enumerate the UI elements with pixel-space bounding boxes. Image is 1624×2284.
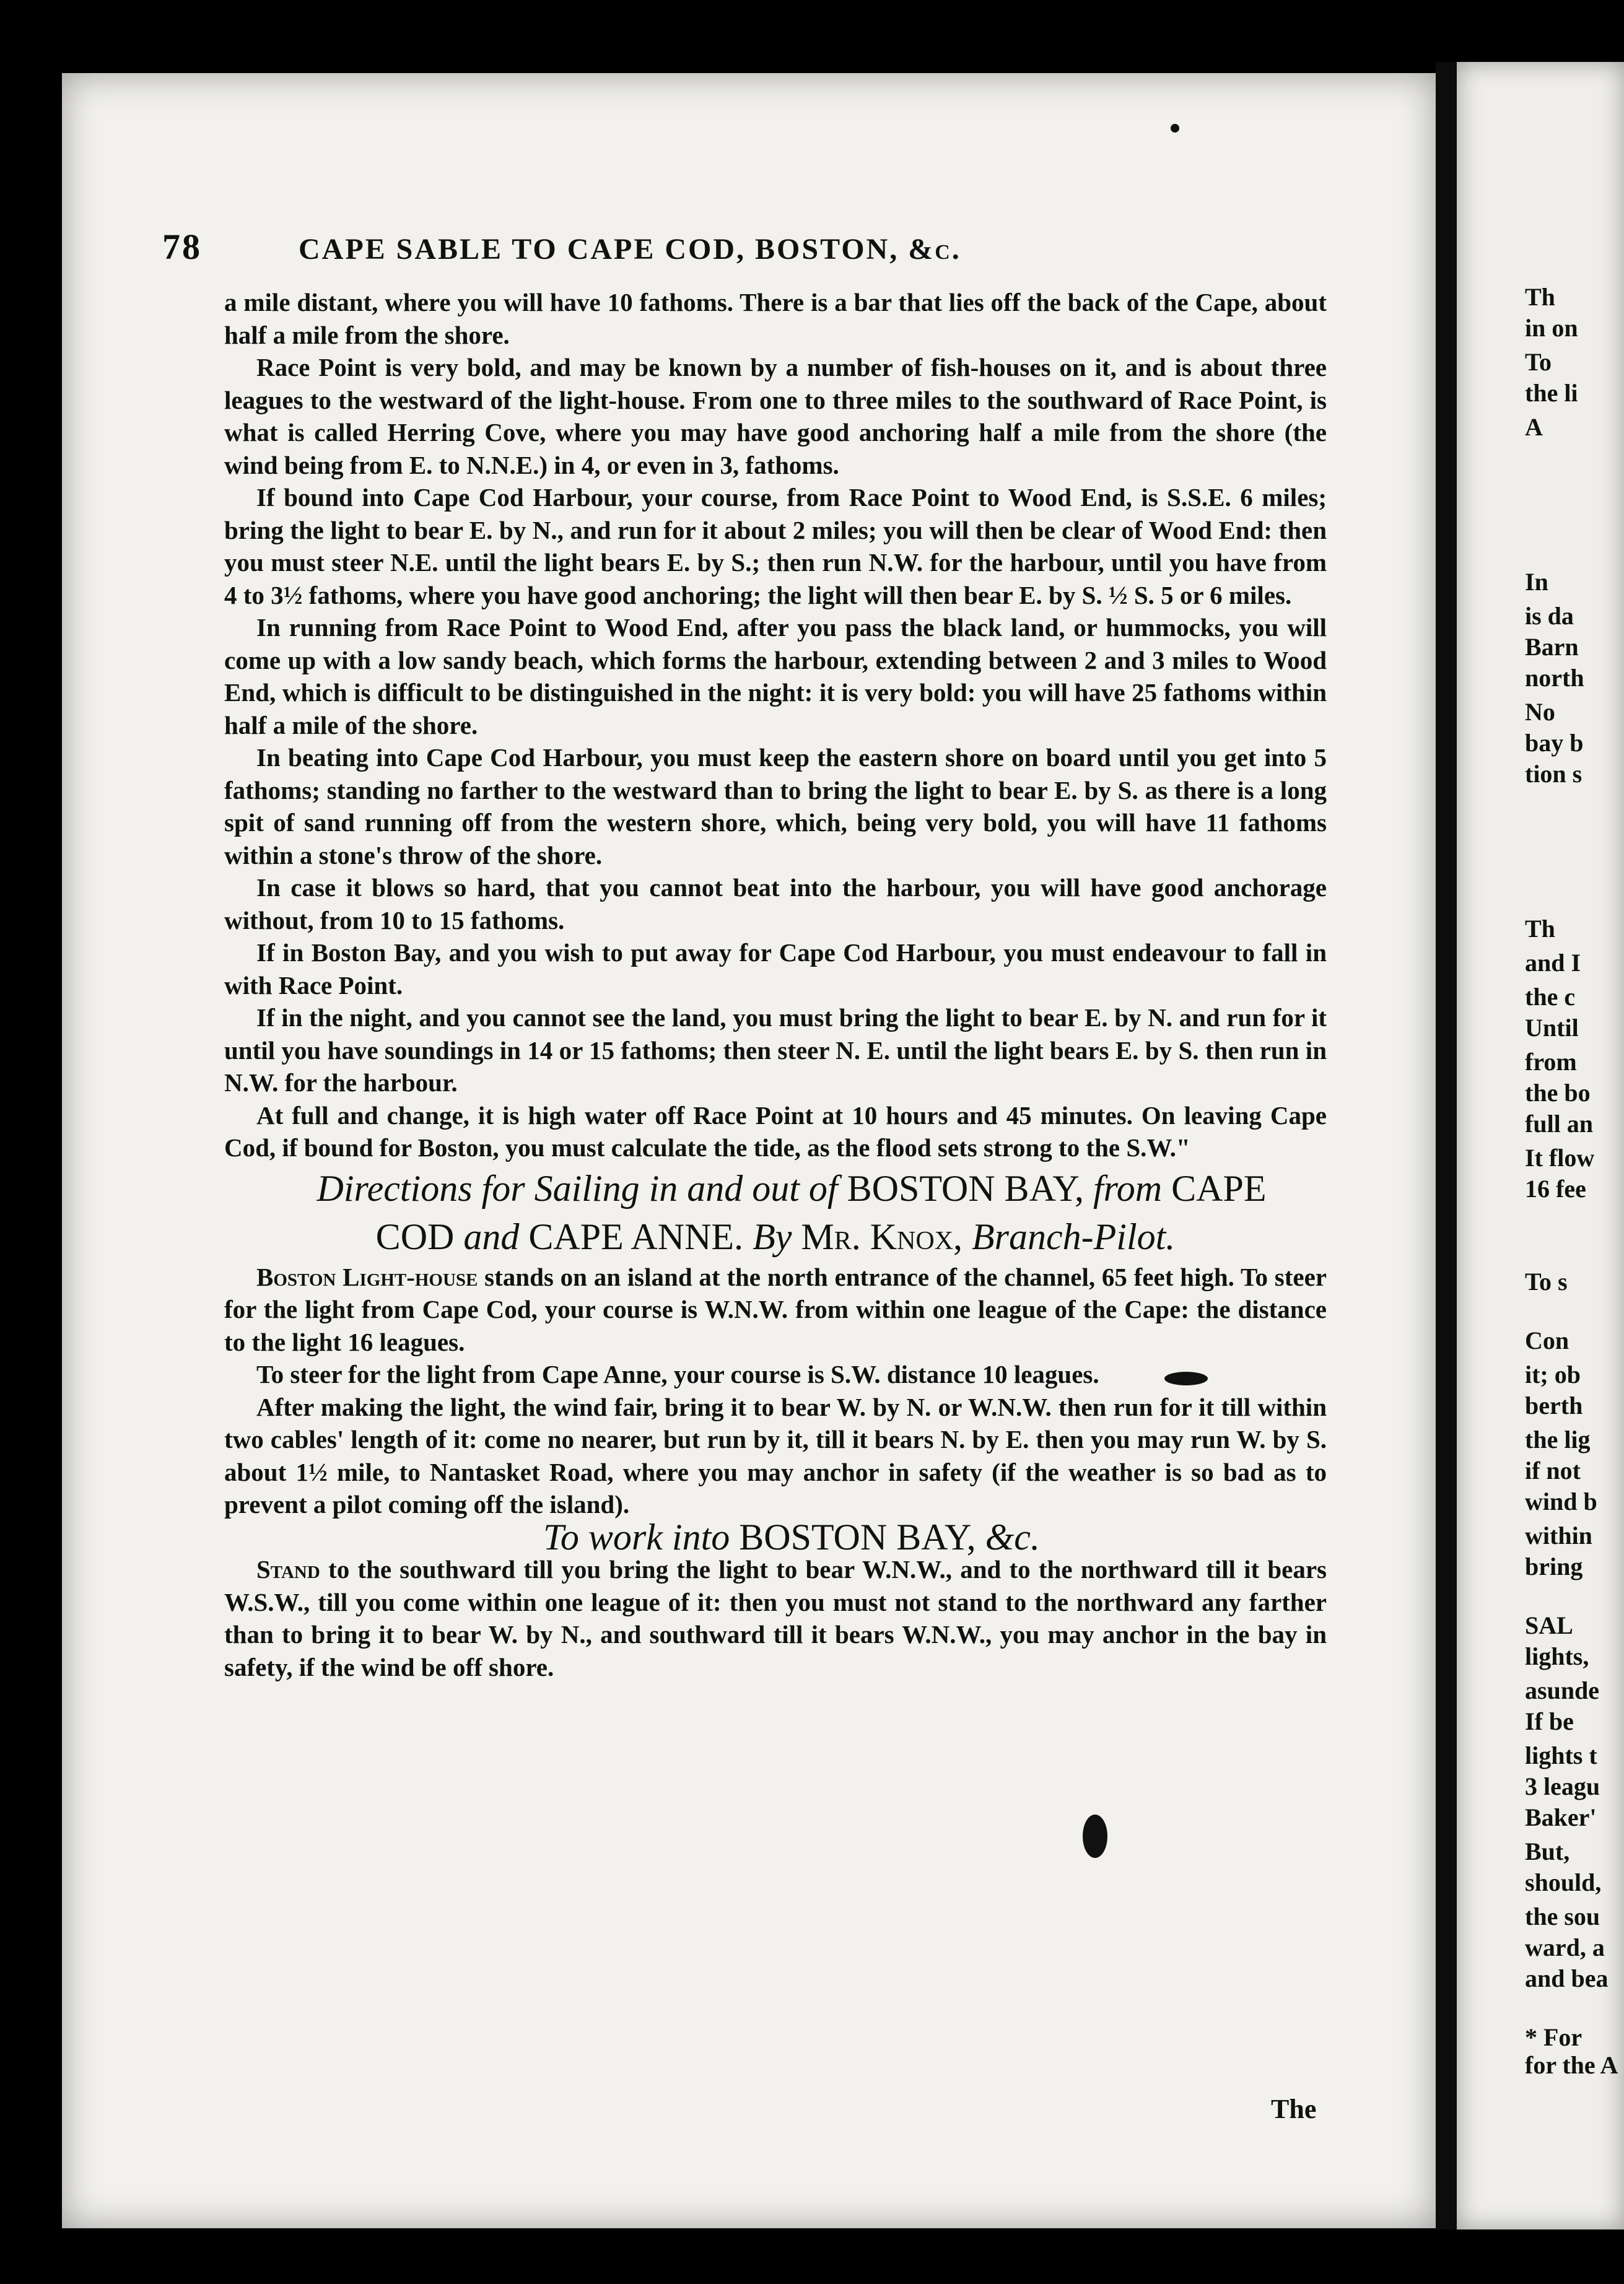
paragraph: If bound into Cape Cod Harbour, your course, from Race Point to Wood End, is S.S.E. 6 miles; bring the light to bear E. by N., and run for it about 2 miles; you will then be clear of Wood End: then you must steer N.E. until the light bears E. by S.; then run N.W. for the harbour, until you have from 4 to 3½ fathoms, where you have good anchoring; the light will then bear E. by S. ½ S. 5 or 6 miles. — [224, 483, 1327, 609]
right-page-fragment: Con — [1525, 1327, 1569, 1354]
right-page-fragment: the li — [1525, 379, 1578, 407]
right-page-fragment: Baker' — [1525, 1803, 1597, 1831]
paragraph: At full and change, it is high water off Race Point at 10 hours and 45 minutes. On leaving Cape Cod, if bound for Boston, you must calculate the tide, as the flood sets strong to the S.W." — [224, 1101, 1327, 1162]
paragraph-rest: to the southward till you bring the light to bear W.N.W., and to the northward till it bears W.S.W., till you come within one league of it: then you must not stand to the northward any farther than to bring it to bear W. by N., and southward till it bears W.N.W., you may anchor in the bay in safety, if the wind be off shore. — [224, 1555, 1327, 1681]
right-page-fragment: To — [1525, 348, 1552, 376]
right-page-fragment: in on — [1525, 314, 1578, 342]
right-page-fragment: the sou — [1525, 1903, 1600, 1930]
title-part: from — [1093, 1167, 1163, 1209]
right-page-fragment: Th — [1525, 915, 1555, 943]
right-page-fragment: lights t — [1525, 1741, 1597, 1769]
paragraph: To steer for the light from Cape Anne, your course is S.W. distance 10 leagues. — [256, 1360, 1099, 1388]
main-text — [224, 286, 1327, 1683]
right-page-fragment: tion s — [1525, 760, 1583, 788]
paragraph — [224, 1553, 1327, 1683]
paragraph: In case it blows so hard, that you cannot beat into the harbour, you will have good anchorage without, from 10 to 15 fathoms. — [224, 873, 1327, 935]
right-page-fragment: ward, a — [1525, 1933, 1605, 1961]
title-part: CAPE ANNE. — [528, 1216, 744, 1257]
right-page-fragment: No — [1525, 698, 1555, 726]
subtitle-part: BOSTON BAY, — [739, 1516, 976, 1558]
right-page-fragment: for the A — [1525, 2051, 1618, 2079]
right-page-fragment: the lig — [1525, 1426, 1591, 1454]
paragraph: After making the light, the wind fair, bring it to bear W. by N. or W.N.W. then run for it till within two cables' length of it: come no nearer, but run by it, till it bears N. by E. then you may run W. by S. about 1½ mile, to Nantasket Road, where you may anchor in safety (if the weather is so bad as to prevent a pilot coming off the island). — [224, 1392, 1327, 1519]
paragraph: a mile distant, where you will have 10 fathoms. There is a bar that lies off the back of the Cape, about half a mile from the shore. — [224, 288, 1327, 349]
running-head: CAPE SABLE TO CAPE COD, BOSTON, &c. — [299, 233, 961, 266]
right-page-fragment: within — [1525, 1522, 1592, 1550]
paragraph-rest: stands on an island at the north entrance of the channel, 65 feet high. To steer for the light from Cape Cod, your course is W.N.W. from within one league of the Cape: the distance to the light 16 leagues. — [224, 1262, 1327, 1356]
right-page-fragment: * For — [1525, 2023, 1583, 2051]
title-part: Mr. Knox, — [801, 1216, 963, 1257]
page-number: 78 — [162, 227, 202, 267]
right-page-fragment: It flow — [1525, 1144, 1595, 1172]
paragraph: In beating into Cape Cod Harbour, you must keep the eastern shore on board until you get into 5 fathoms; standing no farther to the westward than to bring the light to bear E. by S. as there is a long spit of sand running off from the western shore, which, being very bold, you will have 11 fathoms within a stone's throw of the shore. — [224, 743, 1327, 870]
right-page-fragment: asunde — [1525, 1676, 1600, 1704]
paragraph: Race Point is very bold, and may be known by a number of fish-houses on it, and is about three leagues to the westward of the light-house. From one to three miles to the southward of Race Point, is what is called Herring Cove, where you may have good anchoring half a mile from the shore (the wind being from E. to N.N.E.) in 4, or even in 3, fathoms. — [224, 353, 1327, 479]
sub-title — [224, 1516, 1327, 1558]
right-page-fragment: and bea — [1525, 1964, 1609, 1992]
paragraph: In running from Race Point to Wood End, after you pass the black land, or hummocks, you will come up with a low sandy beach, which forms the harbour, extending between 2 and 3 miles to Wood End, which is difficult to be distinguished in the night: it is very bold: you will have 25 fathoms within half a mile of the shore. — [224, 613, 1327, 739]
paragraph: If in Boston Bay, and you wish to put away for Cape Cod Harbour, you must endeavour to fall in with Race Point. — [224, 938, 1327, 1000]
catchword: The — [1271, 2094, 1317, 2124]
right-page-fragment: To s — [1525, 1268, 1568, 1296]
book-gutter — [1436, 62, 1457, 2230]
right-page-fragment: from — [1525, 1048, 1577, 1076]
right-page-fragment: if not — [1525, 1457, 1581, 1484]
right-page-fragment: berth — [1525, 1392, 1583, 1419]
right-page-fragment: Barn — [1525, 633, 1579, 661]
paragraph-lead: Stand — [256, 1555, 320, 1584]
paragraph — [224, 1261, 1327, 1359]
ink-blot — [1171, 124, 1179, 133]
title-part: Branch-Pilot. — [972, 1216, 1176, 1257]
ink-blot — [1164, 1372, 1208, 1385]
paragraph-lead: Boston Light-house — [256, 1262, 478, 1291]
title-part: and — [463, 1216, 520, 1257]
right-page-fragment: A — [1525, 413, 1543, 441]
right-page-fragment: Th — [1525, 283, 1555, 311]
right-page-fragment: the bo — [1525, 1079, 1591, 1107]
title-part: CAPE — [1171, 1167, 1267, 1209]
right-page-fragment: But, — [1525, 1837, 1570, 1865]
right-page-fragment: lights, — [1525, 1642, 1589, 1670]
subtitle-part: To work into — [543, 1516, 730, 1558]
right-page-fragment: and I — [1525, 949, 1581, 977]
right-page-fragment: SAL — [1525, 1611, 1573, 1639]
right-page-fragment: full an — [1525, 1110, 1594, 1138]
title-part: By — [753, 1216, 792, 1257]
title-part: Directions for Sailing in and out of — [317, 1167, 838, 1209]
page-header — [162, 226, 1327, 268]
title-part: COD — [375, 1216, 455, 1257]
right-page-fragment: If be — [1525, 1707, 1574, 1735]
right-page-fragment: In — [1525, 568, 1548, 596]
right-page-fragment: bring — [1525, 1553, 1583, 1580]
right-page-fragment: bay b — [1525, 729, 1584, 757]
title-part: BOSTON BAY, — [847, 1167, 1084, 1209]
right-page-fragment: 3 leagu — [1525, 1772, 1600, 1800]
section-title — [224, 1164, 1327, 1261]
right-page-fragment: the c — [1525, 983, 1576, 1011]
ink-blot — [1083, 1815, 1107, 1858]
right-page-fragment: wind b — [1525, 1488, 1597, 1515]
right-page-fragment: is da — [1525, 602, 1574, 630]
right-page-fragment: should, — [1525, 1868, 1602, 1896]
right-page-fragment: 16 fee — [1525, 1175, 1586, 1203]
right-page-fragment: north — [1525, 664, 1584, 692]
subtitle-part: &c. — [985, 1516, 1040, 1558]
right-page-fragment: it; ob — [1525, 1361, 1581, 1388]
right-page-fragment: Until — [1525, 1014, 1579, 1042]
paragraph: If in the night, and you cannot see the land, you must bring the light to bear E. by N. and run for it until you have soundings in 14 or 15 fathoms; then steer N. E. until the light bears E. by S. then run in N.W. for the harbour. — [224, 1003, 1327, 1097]
